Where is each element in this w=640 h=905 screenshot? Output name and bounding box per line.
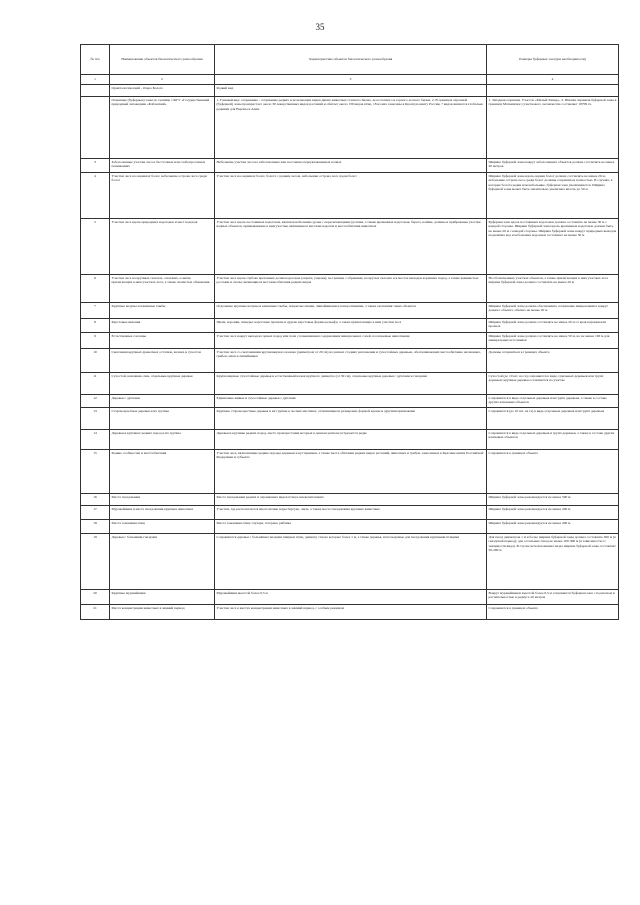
row-description: Муравейники высотой более 0,5 м (215, 590, 487, 605)
table-row (81, 494, 619, 506)
column-number-row (81, 75, 619, 85)
header-object: Наименование объектов биологического разнообразия (110, 45, 215, 75)
table-row (81, 303, 619, 319)
row-number: 17 (81, 506, 110, 520)
row-buffer: Сохраняются в виде отдельных деревьев или групп деревьев, а также в составе других ключевых объектов (487, 395, 619, 408)
row-description: Деревья и куртины редких пород, место произрастания которых в данном регионе встречается редко (215, 430, 487, 450)
row-buffer: Для гнезд диаметром 1 м и более ширина буферной зоны должна составлять 300 м (в гнездовой период); для остальных гнезд не менее 100-300 м (в зависимости от значимости вида). В случае использования гнезда ширина буферной зоны составляет 50-200 м (487, 534, 619, 590)
table-row (81, 219, 619, 275)
row-number: 11 (81, 373, 110, 395)
row-number: 9 (81, 333, 110, 349)
row-object: Скопления крупных древесных остатков, валежа и сухостоя (110, 349, 215, 373)
table-row (81, 534, 619, 590)
row-description: Участки леса вдоль глубоко врезанных долин водотоков (овраги, ущелья), на границе с обрывами, на крутых склонах и в местах выходов коренных пород, а также каменистые россыпи и скалы, являющиеся местами обитания редких видов (215, 275, 487, 303)
row-description: Небольшие участки леса на заболоченных или постоянно переувлажненных почвах (215, 159, 487, 173)
row-description: Места токования птиц: глухаря, тетерева, рябчика (215, 520, 487, 534)
table-row (81, 85, 619, 97)
row-number: 7 (81, 303, 110, 319)
row-description: Единичные живые и сухостойные деревья с дуплами (215, 395, 487, 408)
row-description: Места гнездования редких и охраняемых видов птиц и млекопитающих (215, 494, 487, 506)
row-description: Крупномерные сухостойные деревья и естественный валеж крупного диаметра (от 30 см), отдельные крупные деревья с дуплами и гнездами (215, 373, 487, 395)
row-buffer: Ширина буферной зоны должна обеспечивать сохранение микроклимата вокруг данного объекта, обычно не менее 20 м (487, 303, 619, 319)
row-description: Отдельные крупные валуны и каменные глыбы, покрытые мхами, лишайниками и папоротниками, а также скопления таких объектов (215, 303, 487, 319)
row-description: Участки леса вокруг выходов горных пород или почв с повышенным содержанием минеральных солей, посещаемые животными (215, 333, 487, 349)
row-description: Участки леса со скоплениями крупномерного валежа (диаметром от 20 см) на разных стадиях разложения и сухостойных деревьев, обеспечивающих местообитание насекомых, грибов, мхов и лишайников (215, 349, 487, 373)
row-object: Деревья с большими гнездами (110, 534, 215, 590)
row-object: Деревья с дуплами (110, 395, 215, 408)
row-object: Заболоченные участки леса в бессточных или слабопроточных понижениях (110, 159, 215, 173)
row-number: 14 (81, 430, 110, 450)
row-buffer: Ширина буферной зоны должна составлять не менее 20 м от края воронки или провала (487, 319, 619, 333)
table-row (81, 159, 619, 173)
row-description: Участки, где располагаются многолетние норы барсука, лисы, а также места гнездования крупных животных (215, 506, 487, 520)
table-row (81, 333, 619, 349)
row-number: 20 (81, 590, 110, 605)
row-object: Муравейники и места гнездования крупных животных (110, 506, 215, 520)
table-row (81, 605, 619, 620)
row-object: Старовозрастные деревья и их группы (110, 408, 215, 430)
row-number (81, 85, 110, 97)
column-number: 1 (81, 75, 110, 85)
biodiversity-table (80, 44, 619, 620)
row-number (81, 97, 110, 159)
row-buffer: На обозначенных участках объектов, а также прилегающих к ним участках леса ширина буферной зоны должна составлять не менее 20 м (487, 275, 619, 303)
row-number: 6 (81, 275, 110, 303)
table-row (81, 450, 619, 494)
row-description: 1. Главный вид: сохранение - сохранение редких и исчезающих видов диких животных степного биома, лесостепного и горного лесного биома. 2. В границах охранной (буферной) зоны произрастает около 30 лекарственных видов растений и обитает около 130 видов птиц, 18 из них занесены в Красную книгу России, 7 видов являются глобально редкими для Европы и Азии. (215, 97, 487, 159)
row-buffer: Сохраняются в виде отдельных деревьев и групп деревьев, а также в составе других ключевых объектов (487, 430, 619, 450)
row-description: Участки леса вдоль постоянных водотоков, включая небольшие ручьи с пересыхающими руслами, а также временных водотоков, берега, поймы, долины и прибрежные участки водных объектов, примыкающие к ним участки, являющиеся местами водопоя и местообитания животных (215, 219, 487, 275)
row-object: Сухостой, валежник, пни, отдельные крупные деревья (110, 373, 215, 395)
row-buffer: 1. Западная охранная. Участок «Малый Хамар». 2. Южная охранная буферной зоны в границах Маткинского участкового лесничества составляет 18709 га. (487, 97, 619, 159)
header-num: № п/п (81, 45, 110, 75)
row-buffer: Сохраняются в границах объекта (487, 605, 619, 620)
row-number: 16 (81, 494, 110, 506)
row-object: Крупные валуны и каменные глыбы (110, 303, 215, 319)
row-buffer: Сохраняются (до 10 шт. на га) в виде отдельных деревьев или групп деревьев (487, 408, 619, 430)
table-row (81, 395, 619, 408)
row-object: Участки леса на крупных склонах, оползнях, осыпях, прилегающих к ним участках леса, а также скалистые обнажения (110, 275, 215, 303)
row-number: 5 (81, 219, 110, 275)
row-description: Щели, воронки, пещеры, карстовые провалы и другие карстовые формы рельефа, а также прилегающие к ним участки леса (215, 319, 487, 333)
header-buffer: Размеры буферных зон (при необходимости) (487, 45, 619, 75)
row-object: Крупные муравейники (110, 590, 215, 605)
row-description: Участки леса, включающие редкие породы деревьев и кустарников, а также места обитания редких видов растений, животных и грибов, занесенных в Красные книги Российской Федерации и субъекта (215, 450, 487, 494)
column-number: 2 (110, 75, 215, 85)
row-object: Редкие сообщества и местообитания (110, 450, 215, 494)
row-buffer: Ширина буферной зоны вокруг заболоченных объектов должна составлять не менее 20 метров (487, 159, 619, 173)
row-buffer: Вокруг муравейников высотой более 0,5 м сохраняется буферная зона с подлеском и растительностью в радиусе 20 метров (487, 590, 619, 605)
table-row (81, 408, 619, 430)
row-number: 18 (81, 520, 110, 534)
page-number: 35 (315, 22, 325, 32)
table-row (81, 97, 619, 159)
row-number: 3 (81, 159, 110, 173)
row-buffer: Ширина буферной зоны рекомендуется не менее 200 м (487, 520, 619, 534)
header-description: Характеристика объектов биологического разнообразия (215, 45, 487, 75)
row-object: Орнитологический - Озеро Болото (110, 85, 215, 97)
row-number: 12 (81, 395, 110, 408)
row-buffer: Должны сохраняться в границах объекта (487, 349, 619, 373)
row-object: Естественные солонцы (110, 333, 215, 349)
row-number: 15 (81, 450, 110, 494)
table-row (81, 275, 619, 303)
row-buffer: Ширина буферной зоны должна составлять не менее 50 м, но не менее 100 м для минеральных источников (487, 333, 619, 349)
row-number: 13 (81, 408, 110, 430)
row-number: 4 (81, 173, 110, 219)
row-object: Места концентрации животных в зимний период (110, 605, 215, 620)
table-row (81, 319, 619, 333)
row-buffer: Сухостой (до 10 шт. на га) сохраняется в виде отдельных деревьев или групп деревьев; крупные деревья оставляются на участке (487, 373, 619, 395)
row-buffer: Ширина буферной зоны вдоль окраин болот должна составлять не менее 20 м, небольшие острова леса среди болот должны сохраняться полностью. В случаях, в которых болота редки или небольшие, буферная зона увеличивается. Ширина буферной зоны может быть значительно увеличена вплоть до 50 м (487, 173, 619, 219)
row-buffer: Ширина буферной зоны рекомендуется не менее 500 м. (487, 494, 619, 506)
table-header-row (81, 45, 619, 75)
table-row (81, 430, 619, 450)
table-row (81, 590, 619, 605)
table-row (81, 520, 619, 534)
row-buffer (487, 85, 619, 97)
column-number: 3 (215, 75, 487, 85)
row-description: Редкий вид (215, 85, 487, 97)
table-row (81, 173, 619, 219)
row-description: Участки леса в местах концентрации животных в зимний период, с особым режимом (215, 605, 487, 620)
row-number: 8 (81, 319, 110, 333)
row-object: Места токования птиц (110, 520, 215, 534)
table-row (81, 349, 619, 373)
row-object: Участки леса на окраинах болот, небольшие острова леса среди болот (110, 173, 215, 219)
row-object: Деревья в куртинах редких пород и их группы (110, 430, 215, 450)
row-description: Сохраняются деревья с большими гнездами хищных птиц, диаметр ствола которых более 1 м, а также деревья, используемые для гнездования крупными птицами (215, 534, 487, 590)
row-buffer: Буферная зона вдоль постоянных водотоков должна составлять не менее 30 м с каждой стороны. Ширина буферной зоны вдоль временных водотоков должна быть не менее 20 м с каждой стороны. Ширина буферной зоны вокруг природных выходов подземных вод и небольших водоемов составляет не менее 50 м (487, 219, 619, 275)
row-number: 19 (81, 534, 110, 590)
row-object: Места гнездования (110, 494, 215, 506)
row-object: Участки леса вдоль природных водотоков и мест водопоя (110, 219, 215, 275)
table-row (81, 373, 619, 395)
row-object: Охранные (буферные) зоны по границе с ФГУ «Государственный природный заповедник «Кабанский» (110, 97, 215, 159)
table-row (81, 506, 619, 520)
column-number: 4 (487, 75, 619, 85)
row-number: 10 (81, 349, 110, 373)
row-number: 21 (81, 605, 110, 620)
row-buffer: Сохраняются в границах объекта (487, 450, 619, 494)
row-description: Крупные старовозрастные деревья и их группы в лесных массивах, отличающиеся размерами, формой кроны и другими признаками (215, 408, 487, 430)
row-description: Участки леса на окраинах болот, болота с редким лесом, небольшие острова леса среди болот (215, 173, 487, 219)
row-buffer: Ширина буферной зоны рекомендуется не менее 200 м (487, 506, 619, 520)
row-object: Карстовые явления (110, 319, 215, 333)
